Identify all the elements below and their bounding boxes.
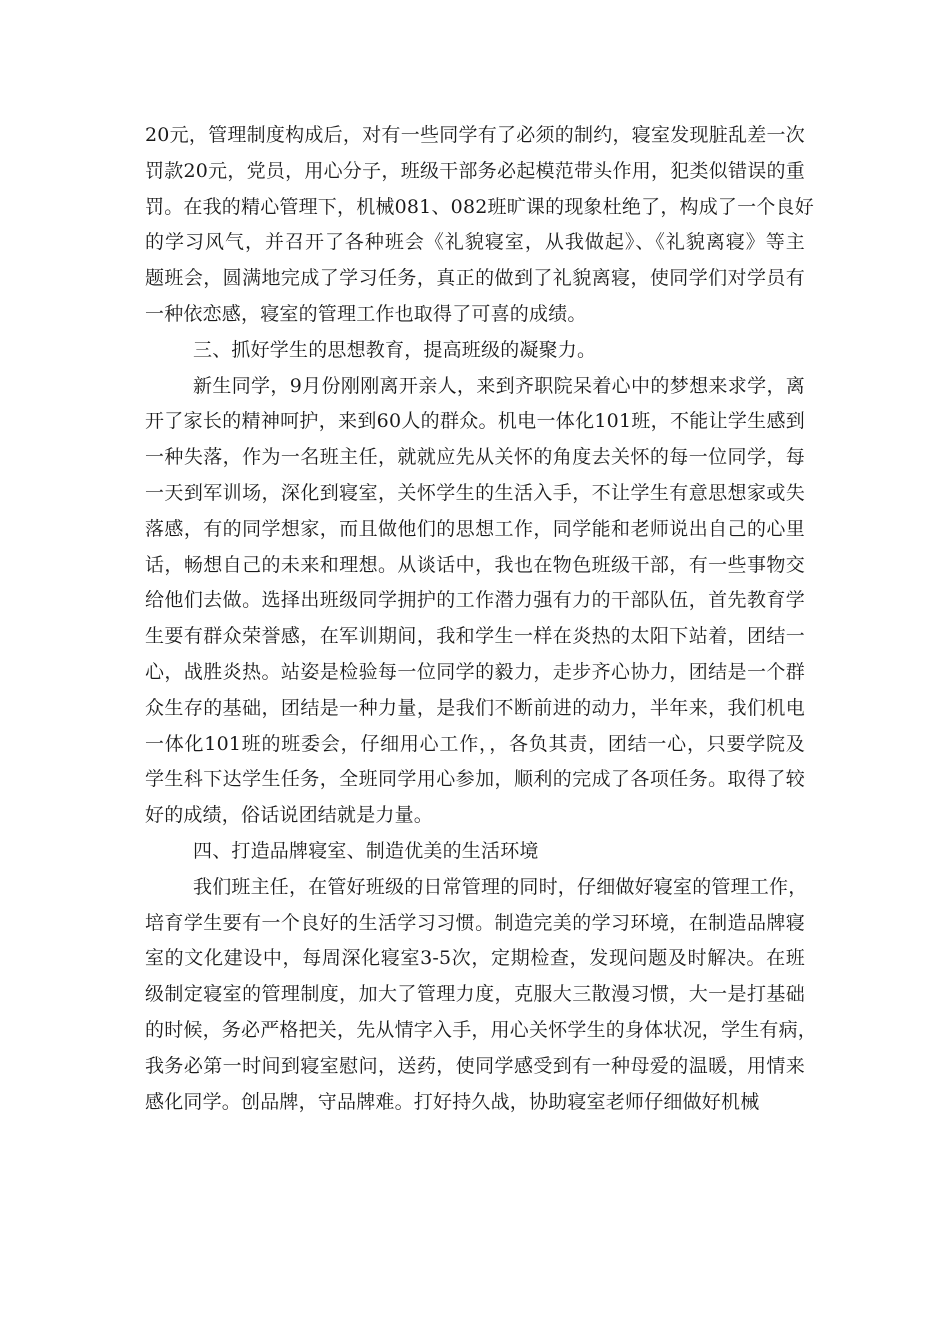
text-line: 培育学生要有一个良好的生活学习习惯。制造完美的学习环境，在制造品牌寝 bbox=[145, 911, 805, 934]
text-line: 开了家长的精神呵护，来到60人的群众。机电一体化101班，不能让学生感到 bbox=[145, 410, 805, 433]
text-line: 一体化101班的班委会，仔细用心工作，，各负其责，团结一心，只要学院及 bbox=[145, 732, 805, 755]
text-line: 学生科下达学生任务，全班同学用心参加，顺利的完成了各项任务。取得了较 bbox=[145, 768, 805, 791]
text-line: 一种失落，作为一名班主任，就就应先从关怀的角度去关怀的每一位同学，每 bbox=[145, 446, 805, 469]
text-line: 给他们去做。选择出班级同学拥护的工作潜力强有力的干部队伍，首先教育学 bbox=[145, 589, 805, 612]
body-paragraph bbox=[145, 369, 805, 834]
text-line: 我务必第一时间到寝室慰问，送药，使同学感受到有一种母爱的温暖，用情来 bbox=[145, 1054, 805, 1077]
text-line: 一种依恋感，寝室的管理工作也取得了可喜的成绩。 bbox=[145, 302, 587, 325]
text-line: 罚。在我的精心管理下，机械081、082班旷课的现象杜绝了，构成了一个良好 bbox=[145, 195, 814, 218]
text-line: 感化同学。创品牌，守品牌难。打好持久战，协助寝室老师仔细做好机械 bbox=[145, 1090, 760, 1113]
text-line: 的时候，务必严格把关，先从情字入手，用心关怀学生的身体状况，学生有病， bbox=[145, 1018, 818, 1041]
text-line: 20元，管理制度构成后，对有一些同学有了必须的制约，寝室发现脏乱差一次 bbox=[145, 124, 805, 146]
text-line: 室的文化建设中，每周深化寝室3-5次，定期检查，发现问题及时解决。在班 bbox=[145, 947, 805, 970]
text-line: 四、打造品牌寝室、制造优美的生活环境 bbox=[193, 839, 539, 862]
text-line: 新生同学，9月份刚刚离开亲人，来到齐职院呆着心中的梦想来求学，离 bbox=[193, 374, 805, 397]
document-page bbox=[145, 118, 818, 1120]
text-line: 我们班主任，在管好班级的日常管理的同时，仔细做好寝室的管理工作， bbox=[193, 875, 808, 898]
body-paragraph bbox=[145, 870, 818, 1121]
body-paragraph bbox=[145, 118, 814, 333]
text-line: 好的成绩，俗话说团结就是力量。 bbox=[145, 804, 434, 827]
text-line: 落感，有的同学想家，而且做他们的思想工作，同学能和老师说出自己的心里 bbox=[145, 517, 805, 540]
text-line: 一天到军训场，深化到寝室，关怀学生的生活入手，不让学生有意思想家或失 bbox=[145, 481, 805, 504]
text-line: 众生存的基础，团结是一种力量，是我们不断前进的动力，半年来，我们机电 bbox=[145, 696, 805, 719]
section-heading bbox=[145, 834, 805, 870]
text-line: 级制定寝室的管理制度，加大了管理力度，克服大三散漫习惯，大一是打基础 bbox=[145, 983, 805, 1006]
text-line: 生要有群众荣誉感，在军训期间，我和学生一样在炎热的太阳下站着，团结一 bbox=[145, 625, 805, 648]
text-line: 三、抓好学生的思想教育，提高班级的凝聚力。 bbox=[193, 338, 597, 361]
text-line: 罚款20元，党员，用心分子，班级干部务必起模范带头作用，犯类似错误的重 bbox=[145, 159, 805, 182]
text-line: 话，畅想自己的未来和理想。从谈话中，我也在物色班级干部，有一些事物交 bbox=[145, 553, 805, 576]
text-line: 心，战胜炎热。站姿是检验每一位同学的毅力，走步齐心协力，团结是一个群 bbox=[145, 660, 805, 683]
text-line: 的学习风气，并召开了各种班会《礼貌寝室，从我做起》、《礼貌离寝》等主 bbox=[145, 231, 805, 254]
text-line: 题班会，圆满地完成了学习任务，真正的做到了礼貌离寝，使同学们对学员有 bbox=[145, 267, 805, 290]
section-heading bbox=[145, 333, 805, 369]
